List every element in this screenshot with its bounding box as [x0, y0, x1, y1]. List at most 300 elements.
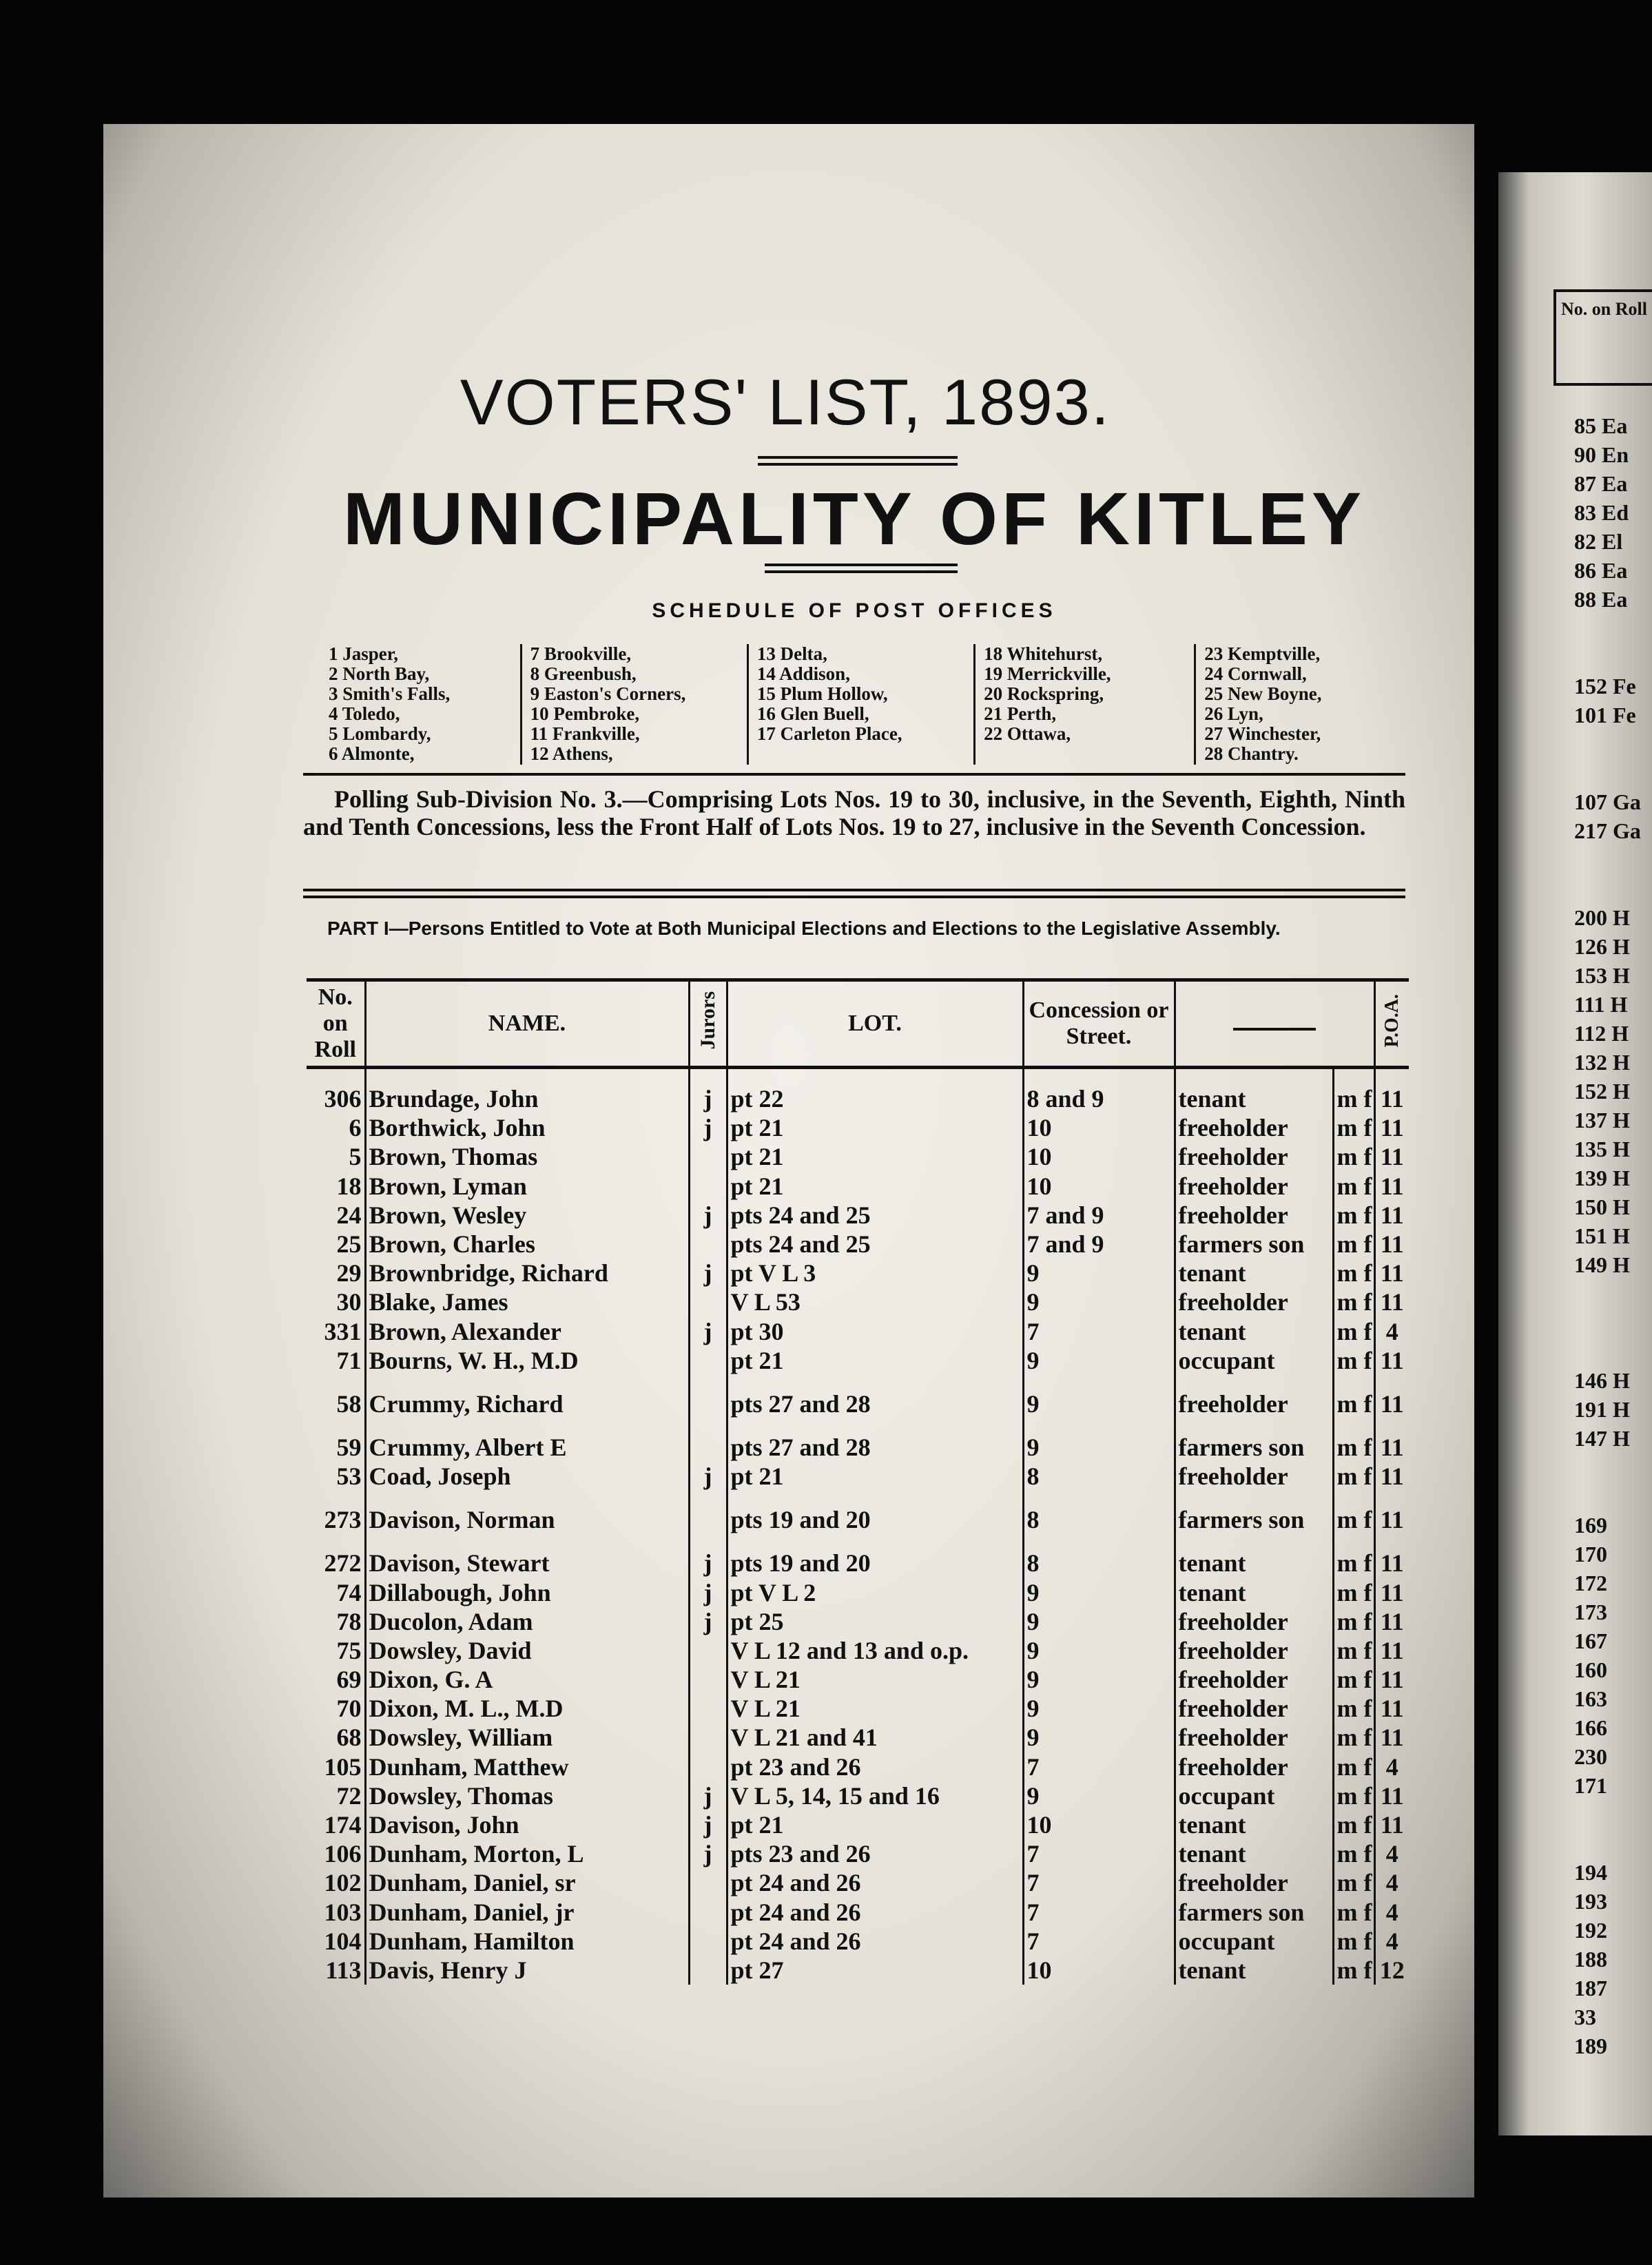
header-jurors — [689, 980, 727, 1068]
subtitle-rule — [765, 563, 958, 573]
table-row — [307, 1259, 1409, 1287]
facing-page-row: 111 H — [1574, 992, 1628, 1017]
post-office-entry: 22 Ottawa, — [984, 723, 1071, 744]
cell-post-office: 12 — [1374, 1956, 1409, 1985]
cell-status: freeholder — [1175, 1113, 1333, 1142]
table-row — [307, 1142, 1409, 1171]
facing-page-row: 193 — [1574, 1889, 1607, 1914]
cell-roll: 24 — [336, 1201, 362, 1229]
divider — [303, 773, 1405, 776]
cell-post-office: 11 — [1374, 1433, 1409, 1462]
cell-status: tenant — [1175, 1259, 1333, 1287]
cell-post-office: 11 — [1374, 1201, 1409, 1230]
post-office-entry: 1 Jasper, — [329, 643, 399, 664]
cell-lot: pt 24 and 26 — [727, 1927, 1023, 1956]
post-office-entry: 20 Rockspring, — [984, 683, 1104, 704]
cell-post-office: 11 — [1374, 1346, 1409, 1375]
cell-roll: 53 — [336, 1462, 362, 1491]
post-office-entry: 15 Plum Hollow, — [756, 683, 888, 704]
cell-concession: 8 — [1023, 1491, 1175, 1549]
post-office-entry: 18 Whitehurst, — [984, 643, 1103, 664]
cell-concession: 8 — [1023, 1549, 1175, 1578]
cell-sex: m f — [1333, 1694, 1374, 1723]
facing-page-row: 137 H — [1574, 1108, 1630, 1132]
header-concession: Concession or Street. — [1023, 980, 1175, 1068]
facing-page-row: 87 Ea — [1574, 471, 1628, 496]
facing-page-row — [1574, 761, 1652, 789]
cell-status: tenant — [1175, 1839, 1333, 1868]
facing-page-row — [1574, 847, 1652, 876]
header-lot: LOT. — [727, 980, 1023, 1068]
facing-page-row: 200 H — [1574, 905, 1630, 930]
cell-status: tenant — [1175, 1956, 1333, 1985]
facing-page-row — [1574, 1339, 1652, 1368]
cell-status: farmers son — [1175, 1898, 1333, 1927]
facing-page-row: 150 H — [1574, 1194, 1630, 1219]
cell-concession: 8 and 9 — [1023, 1068, 1175, 1114]
cell-sex: m f — [1333, 1317, 1374, 1346]
cell-status: freeholder — [1175, 1723, 1333, 1752]
cell-sex: m f — [1333, 1781, 1374, 1810]
cell-roll: 306 — [324, 1085, 362, 1113]
cell-roll: 29 — [336, 1259, 362, 1287]
facing-page-row: 90 En — [1574, 442, 1629, 467]
cell-post-office: 4 — [1374, 1927, 1409, 1956]
cell-lot: pt 24 and 26 — [727, 1868, 1023, 1897]
cell-post-office: 11 — [1374, 1462, 1409, 1491]
cell-juror: j — [689, 1549, 727, 1578]
cell-roll: 272 — [324, 1549, 362, 1578]
post-office-column — [320, 644, 522, 765]
cell-name: Dowsley, William — [365, 1723, 689, 1752]
facing-page-row: 152 H — [1574, 1079, 1630, 1104]
cell-juror — [689, 1868, 727, 1897]
municipality-heading: MUNICIPALITY OF KITLEY — [342, 477, 1365, 560]
divider-double — [303, 889, 1405, 898]
cell-concession: 8 — [1023, 1462, 1175, 1491]
cell-roll: 58 — [336, 1389, 362, 1418]
post-office-entry: 12 Athens, — [530, 743, 613, 764]
header-blank-rule — [1233, 1028, 1316, 1031]
cell-sex: m f — [1333, 1636, 1374, 1665]
cell-post-office: 11 — [1374, 1694, 1409, 1723]
cell-concession: 7 — [1023, 1898, 1175, 1927]
cell-lot: pts 19 and 20 — [727, 1549, 1023, 1578]
post-office-entry: 25 New Boyne, — [1204, 683, 1322, 704]
table-row — [307, 1839, 1409, 1868]
post-office-column — [522, 644, 749, 765]
table-row — [307, 1665, 1409, 1694]
cell-roll: 106 — [324, 1840, 362, 1868]
cell-juror — [689, 1346, 727, 1375]
cell-post-office: 11 — [1374, 1375, 1409, 1433]
cell-concession: 10 — [1023, 1956, 1175, 1985]
facing-page-row: 153 H — [1574, 963, 1630, 988]
cell-roll: 25 — [336, 1230, 362, 1259]
post-office-entry: 27 Winchester, — [1204, 723, 1321, 744]
cell-juror — [689, 1287, 727, 1316]
cell-juror: j — [689, 1839, 727, 1868]
cell-name: Brownbridge, Richard — [365, 1259, 689, 1287]
cell-concession: 10 — [1023, 1142, 1175, 1171]
cell-sex: m f — [1333, 1172, 1374, 1201]
cell-roll: 59 — [336, 1433, 362, 1461]
facing-page-row: 33 — [1574, 2005, 1596, 2029]
post-office-entry: 28 Chantry. — [1204, 743, 1299, 764]
facing-page-row: 139 H — [1574, 1166, 1630, 1190]
cell-roll: 72 — [336, 1781, 362, 1810]
post-office-entry: 14 Addison, — [756, 663, 850, 684]
table-row — [307, 1578, 1409, 1606]
title-rule — [758, 456, 958, 466]
part-heading: PART I—Persons Entitled to Vote at Both Municipal Elections and Elections to the Legislative Assembly. — [327, 918, 1281, 939]
cell-sex: m f — [1333, 1898, 1374, 1927]
header-status — [1175, 980, 1374, 1068]
cell-concession: 9 — [1023, 1723, 1175, 1752]
table-row — [307, 1113, 1409, 1142]
cell-name: Dunham, Daniel, jr — [365, 1898, 689, 1927]
cell-juror: j — [689, 1462, 727, 1491]
cell-post-office: 4 — [1374, 1868, 1409, 1897]
cell-sex: m f — [1333, 1113, 1374, 1142]
cell-roll: 331 — [324, 1317, 362, 1345]
cell-concession: 9 — [1023, 1665, 1175, 1694]
cell-roll: 113 — [325, 1956, 362, 1984]
cell-name: Ducolon, Adam — [365, 1607, 689, 1636]
cell-lot: pt 30 — [727, 1317, 1023, 1346]
cell-juror — [689, 1723, 727, 1752]
facing-page-row — [1574, 1831, 1652, 1860]
cell-post-office: 11 — [1374, 1287, 1409, 1316]
cell-name: Dunham, Morton, L — [365, 1839, 689, 1868]
cell-status: occupant — [1175, 1346, 1333, 1375]
table-row — [307, 1868, 1409, 1897]
cell-juror — [689, 1694, 727, 1723]
facing-page-row: 112 H — [1574, 1021, 1629, 1046]
cell-lot: V L 12 and 13 and o.p. — [727, 1636, 1023, 1665]
cell-status: occupant — [1175, 1927, 1333, 1956]
facing-page-row: 146 H — [1574, 1368, 1630, 1393]
cell-name: Dowsley, David — [365, 1636, 689, 1665]
cell-sex: m f — [1333, 1142, 1374, 1171]
cell-name: Crummy, Richard — [365, 1375, 689, 1433]
cell-roll: 103 — [324, 1898, 362, 1926]
cell-sex: m f — [1333, 1956, 1374, 1985]
post-office-entry: 8 Greenbush, — [530, 663, 637, 684]
cell-post-office: 11 — [1374, 1723, 1409, 1752]
cell-status: freeholder — [1175, 1665, 1333, 1694]
cell-juror — [689, 1665, 727, 1694]
post-offices-heading: SCHEDULE OF POST OFFICES — [652, 599, 1057, 622]
cell-post-office: 11 — [1374, 1607, 1409, 1636]
post-office-entry: 11 Frankville, — [530, 723, 640, 744]
cell-status: farmers son — [1175, 1230, 1333, 1259]
cell-juror — [689, 1491, 727, 1549]
cell-lot: pt V L 2 — [727, 1578, 1023, 1606]
cell-name: Borthwick, John — [365, 1113, 689, 1142]
cell-concession: 9 — [1023, 1636, 1175, 1665]
cell-post-office: 11 — [1374, 1113, 1409, 1142]
cell-concession: 7 — [1023, 1839, 1175, 1868]
facing-page-row: 170 — [1574, 1542, 1607, 1566]
table-row — [307, 1898, 1409, 1927]
cell-lot: V L 21 — [727, 1665, 1023, 1694]
cell-name: Brown, Charles — [365, 1230, 689, 1259]
cell-status: freeholder — [1175, 1752, 1333, 1781]
table-row — [307, 1287, 1409, 1316]
cell-name: Dunham, Hamilton — [365, 1927, 689, 1956]
cell-status: farmers son — [1175, 1491, 1333, 1549]
cell-status: freeholder — [1175, 1607, 1333, 1636]
facing-page-row: 189 — [1574, 2034, 1607, 2058]
cell-lot: pt 21 — [727, 1346, 1023, 1375]
cell-sex: m f — [1333, 1810, 1374, 1839]
post-office-entry: 26 Lyn, — [1204, 703, 1263, 724]
cell-sex: m f — [1333, 1068, 1374, 1114]
cell-post-office: 11 — [1374, 1068, 1409, 1114]
cell-roll: 105 — [324, 1752, 362, 1781]
cell-post-office: 4 — [1374, 1317, 1409, 1346]
table-row — [307, 1433, 1409, 1462]
cell-name: Brown, Alexander — [365, 1317, 689, 1346]
cell-juror — [689, 1636, 727, 1665]
facing-page-row: 230 — [1574, 1744, 1607, 1769]
facing-page-row: 192 — [1574, 1918, 1607, 1943]
facing-page-row: 149 H — [1574, 1252, 1630, 1277]
cell-roll: 174 — [324, 1811, 362, 1839]
cell-lot: pt 23 and 26 — [727, 1752, 1023, 1781]
voters-table — [307, 978, 1409, 1985]
cell-roll: 104 — [324, 1927, 362, 1955]
cell-sex: m f — [1333, 1927, 1374, 1956]
cell-lot: pts 19 and 20 — [727, 1491, 1023, 1549]
cell-roll: 70 — [336, 1695, 362, 1723]
cell-name: Brown, Thomas — [365, 1142, 689, 1171]
cell-sex: m f — [1333, 1549, 1374, 1578]
facing-page-row: 172 — [1574, 1571, 1607, 1595]
table-row — [307, 1927, 1409, 1956]
cell-juror — [689, 1927, 727, 1956]
cell-sex: m f — [1333, 1723, 1374, 1752]
cell-status: tenant — [1175, 1068, 1333, 1114]
cell-roll: 71 — [336, 1346, 362, 1374]
header-poa-label: P.O.A. — [1381, 993, 1403, 1048]
cell-roll: 102 — [324, 1869, 362, 1897]
post-office-column — [749, 644, 975, 765]
cell-concession: 7 and 9 — [1023, 1230, 1175, 1259]
cell-status: occupant — [1175, 1781, 1333, 1810]
cell-concession: 9 — [1023, 1781, 1175, 1810]
facing-page-header: No. on Roll — [1553, 289, 1652, 386]
cell-name: Brown, Lyman — [365, 1172, 689, 1201]
cell-name: Dowsley, Thomas — [365, 1781, 689, 1810]
facing-page-row: 171 — [1574, 1773, 1607, 1798]
cell-status: tenant — [1175, 1549, 1333, 1578]
facing-page-row: 194 — [1574, 1860, 1607, 1885]
table-row — [307, 1607, 1409, 1636]
cell-roll: 69 — [336, 1666, 362, 1694]
table-row — [307, 1752, 1409, 1781]
cell-sex: m f — [1333, 1433, 1374, 1462]
cell-sex: m f — [1333, 1375, 1374, 1433]
facing-page-row: 86 Ea — [1574, 558, 1628, 583]
cell-concession: 9 — [1023, 1578, 1175, 1606]
facing-page-row: 169 — [1574, 1513, 1607, 1538]
post-office-entry: 19 Merrickville, — [984, 663, 1111, 684]
post-office-entry: 5 Lombardy, — [329, 723, 431, 744]
post-office-entry: 21 Perth, — [984, 703, 1057, 724]
table-row — [307, 1781, 1409, 1810]
table-row — [307, 1810, 1409, 1839]
cell-juror: j — [689, 1607, 727, 1636]
post-office-entry: 2 North Bay, — [329, 663, 430, 684]
table-row — [307, 1230, 1409, 1259]
cell-lot: pt 22 — [727, 1068, 1023, 1114]
post-office-entry: 3 Smith's Falls, — [329, 683, 451, 704]
cell-sex: m f — [1333, 1287, 1374, 1316]
cell-concession: 7 — [1023, 1752, 1175, 1781]
post-office-entry: 4 Toledo, — [329, 703, 400, 724]
page-title: VOTERS' LIST, 1893. — [460, 366, 1111, 438]
facing-page-row: 126 H — [1574, 934, 1630, 959]
facing-page-row: 173 — [1574, 1600, 1607, 1624]
facing-page-row: 107 Ga — [1574, 789, 1641, 814]
cell-concession: 7 — [1023, 1868, 1175, 1897]
post-offices-schedule — [320, 644, 1402, 765]
facing-page-row — [1574, 1802, 1652, 1831]
cell-sex: m f — [1333, 1230, 1374, 1259]
cell-name: Davison, Stewart — [365, 1549, 689, 1578]
cell-lot: V L 21 and 41 — [727, 1723, 1023, 1752]
cell-juror — [689, 1230, 727, 1259]
post-office-entry: 23 Kemptville, — [1204, 643, 1321, 664]
cell-name: Dunham, Daniel, sr — [365, 1868, 689, 1897]
cell-lot: pts 24 and 25 — [727, 1230, 1023, 1259]
post-office-entry: 7 Brookville, — [530, 643, 632, 664]
facing-page-row — [1574, 645, 1652, 674]
facing-page-row: 88 Ea — [1574, 587, 1628, 612]
cell-post-office: 4 — [1374, 1752, 1409, 1781]
cell-name: Dixon, G. A — [365, 1665, 689, 1694]
post-office-entry: 9 Easton's Corners, — [530, 683, 686, 704]
cell-lot: pt 21 — [727, 1113, 1023, 1142]
facing-page-row: 147 H — [1574, 1426, 1630, 1451]
table-row — [307, 1723, 1409, 1752]
cell-name: Dixon, M. L., M.D — [365, 1694, 689, 1723]
cell-roll: 75 — [336, 1636, 362, 1664]
cell-lot: pts 23 and 26 — [727, 1839, 1023, 1868]
table-row — [307, 1636, 1409, 1665]
cell-name: Blake, James — [365, 1287, 689, 1316]
post-office-entry: 16 Glen Buell, — [756, 703, 869, 724]
cell-post-office: 11 — [1374, 1636, 1409, 1665]
cell-post-office: 11 — [1374, 1549, 1409, 1578]
cell-status: freeholder — [1175, 1142, 1333, 1171]
table-header-row — [307, 980, 1409, 1068]
cell-concession: 10 — [1023, 1172, 1175, 1201]
cell-status: freeholder — [1175, 1375, 1333, 1433]
cell-juror: j — [689, 1259, 727, 1287]
cell-juror: j — [689, 1068, 727, 1114]
cell-lot: V L 53 — [727, 1287, 1023, 1316]
facing-page-row — [1574, 1281, 1652, 1310]
cell-lot: V L 5, 14, 15 and 16 — [727, 1781, 1023, 1810]
cell-juror: j — [689, 1578, 727, 1606]
cell-name: Bourns, W. H., M.D — [365, 1346, 689, 1375]
cell-juror: j — [689, 1781, 727, 1810]
cell-post-office: 4 — [1374, 1839, 1409, 1868]
cell-post-office: 11 — [1374, 1259, 1409, 1287]
header-name: NAME. — [365, 980, 689, 1068]
cell-status: freeholder — [1175, 1172, 1333, 1201]
table-row — [307, 1068, 1409, 1114]
facing-page-row: 82 El — [1574, 529, 1623, 554]
cell-status: tenant — [1175, 1578, 1333, 1606]
facing-page-row: 101 Fe — [1574, 703, 1636, 727]
cell-concession: 9 — [1023, 1433, 1175, 1462]
cell-concession: 10 — [1023, 1113, 1175, 1142]
facing-page-row: 217 Ga — [1574, 818, 1641, 843]
cell-status: tenant — [1175, 1810, 1333, 1839]
cell-sex: m f — [1333, 1491, 1374, 1549]
header-poa — [1374, 980, 1409, 1068]
cell-juror — [689, 1375, 727, 1433]
facing-page-row — [1574, 1455, 1652, 1484]
cell-roll: 5 — [349, 1143, 362, 1171]
cell-concession: 7 — [1023, 1317, 1175, 1346]
cell-juror: j — [689, 1317, 727, 1346]
table-row — [307, 1462, 1409, 1491]
cell-status: freeholder — [1175, 1694, 1333, 1723]
cell-name: Davison, John — [365, 1810, 689, 1839]
cell-name: Davis, Henry J — [365, 1956, 689, 1985]
cell-lot: pts 27 and 28 — [727, 1375, 1023, 1433]
cell-roll: 273 — [324, 1506, 362, 1534]
cell-concession: 10 — [1023, 1810, 1175, 1839]
cell-concession: 9 — [1023, 1694, 1175, 1723]
cell-post-office: 11 — [1374, 1781, 1409, 1810]
cell-juror — [689, 1956, 727, 1985]
cell-lot: pt 21 — [727, 1142, 1023, 1171]
cell-lot: pt V L 3 — [727, 1259, 1023, 1287]
facing-page-row: 85 Ea — [1574, 413, 1628, 438]
cell-lot: V L 21 — [727, 1694, 1023, 1723]
facing-page-row: 163 — [1574, 1686, 1607, 1711]
table-row — [307, 1172, 1409, 1201]
cell-status: freeholder — [1175, 1287, 1333, 1316]
post-office-entry: 10 Pembroke, — [530, 703, 640, 724]
cell-concession: 9 — [1023, 1259, 1175, 1287]
cell-juror — [689, 1898, 727, 1927]
cell-juror — [689, 1752, 727, 1781]
cell-name: Dillabough, John — [365, 1578, 689, 1606]
post-office-column — [975, 644, 1196, 765]
cell-concession: 9 — [1023, 1287, 1175, 1316]
table-row — [307, 1956, 1409, 1985]
cell-sex: m f — [1333, 1201, 1374, 1230]
facing-page-row: 188 — [1574, 1947, 1607, 1972]
facing-page-row — [1574, 1484, 1652, 1513]
cell-post-office: 11 — [1374, 1578, 1409, 1606]
cell-status: freeholder — [1175, 1201, 1333, 1230]
facing-page-row: 191 H — [1574, 1397, 1630, 1422]
cell-concession: 7 — [1023, 1927, 1175, 1956]
table-row — [307, 1201, 1409, 1230]
cell-roll: 68 — [336, 1724, 362, 1752]
cell-sex: m f — [1333, 1607, 1374, 1636]
post-office-entry: 24 Cornwall, — [1204, 663, 1307, 684]
cell-lot: pt 24 and 26 — [727, 1898, 1023, 1927]
